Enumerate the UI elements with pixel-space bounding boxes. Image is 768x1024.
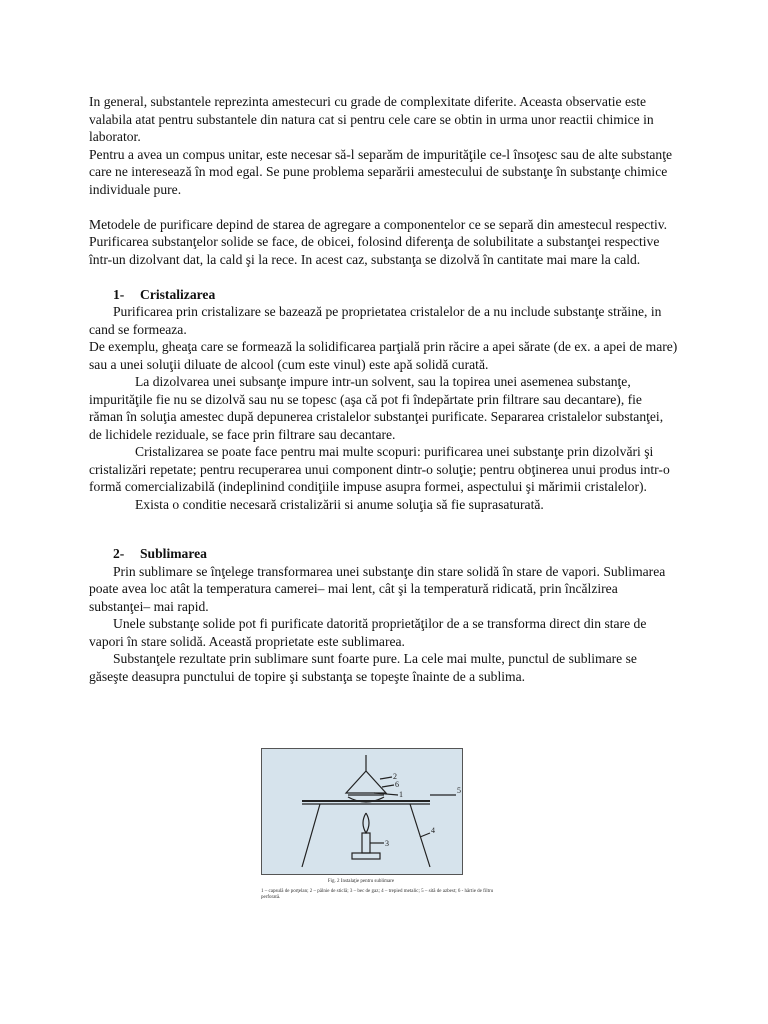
section-2-number: 2- <box>113 546 125 561</box>
apparatus-drawing <box>262 749 462 874</box>
section-1-paragraph-3: La dizolvarea unei subsanţe impure intr-un solvent, sau la topirea unei asemenea substanţe, impurităţile fie nu se dizolvă sau nu se topesc (aşa că pot fi îndepărtate prin filtrare sau decantare), fie răman în soluţia amestec după depunerea cristalelor substanţei purificate. Separarea cristalelor substanţei, de lichidele reziduale, se face prin filtrare sau decantare. <box>89 374 664 442</box>
section-2-heading <box>89 545 679 563</box>
section-2-title: Sublimarea <box>140 546 207 561</box>
section-1-title: Cristalizarea <box>140 286 216 302</box>
label-1: 1 <box>399 790 403 799</box>
section-1-number: 1- <box>113 286 125 302</box>
label-3: 3 <box>385 839 389 848</box>
section-2-paragraph-1: Prin sublimare se înţelege transformarea unei substanţe din stare solidă în stare de vapori. Sublimarea poate avea loc atât la temperatura camerei– mai lent, cât şi la temperatură ridicată, prin încălzirea substanţei– mai rapid. <box>89 563 666 614</box>
section-2-paragraph-3: Substanţele rezultate prin sublimare sunt foarte pure. La cele mai multe, punctul de sublimare se găseşte deasupra punctului de topire şi substanţa se topeşte înainte de a sublima. <box>89 651 637 684</box>
intro-paragraph-3: Metodele de purificare depind de starea de agregare a componentelor ce se separă din amestecul respectiv. Purificarea substanţelor solide se face, de obicei, folosind diferenţa de solubilitate a substanţei respective într-un dizolvant dat, la cald şi la rece. In acest caz, substanţa se dizolvă în cantitate mai mare la cald. <box>89 216 668 267</box>
section-1-paragraph-1: Purificarea prin cristalizare se bazează pe proprietatea cristalelor de a nu include substanţe străine, in cand se formeaza. <box>89 304 662 337</box>
section-1-paragraph-2: De exemplu, gheaţa care se formează la solidificarea parţială prin răcire a apei sărate (de ex. a apei de mare) sau a unei soluţii diluate de alcool (cum este vinul) este apă solidă curată. <box>89 339 678 372</box>
section-1-paragraph-5: Exista o conditie necesară cristalizării si anume soluţia să fie suprasaturată. <box>135 496 544 512</box>
section-1-heading <box>89 286 679 304</box>
label-4: 4 <box>431 826 435 835</box>
intro-paragraph-1: In general, substantele reprezinta amestecuri cu grade de complexitate diferite. Aceasta observatie este valabila atat pentru substantele din natura cat si pentru cele care se obtin in urma unor reactii chimice in laborator. <box>89 94 654 144</box>
label-6: 6 <box>395 780 399 789</box>
label-5: 5 <box>457 786 461 795</box>
intro-paragraph-2: Pentru a avea un compus unitar, este necesar să-l separăm de impurităţile ce-l însoţesc sau de alte substanţe care ne interesează în mod egal. Se pune problema separării amestecului de substanţe în substanţe chimice individuale pure. <box>89 146 673 197</box>
figure-legend: 1 – capsulă de porţelan; 2 – pâlnie de sticlă; 3 – bec de gaz; 4 – trepied metalic; 5 – sită de azbest; 6 - hârtie de filtru perforată. <box>261 888 494 900</box>
document-body <box>89 93 679 685</box>
apparatus-illustration <box>261 748 463 875</box>
label-2: 2 <box>393 772 397 781</box>
section-1-paragraph-4: Cristalizarea se poate face pentru mai multe scopuri: purificarea unei substanţe prin dizolvări şi cristalizări repetate; pentru recuperarea unui component dintr-o soluţie; pentru obţinerea unui produs intr-o formă comercializabilă (indeplinind condiţiile impuse asupra formei, aspectului şi mărimii cristalelor). <box>89 444 670 494</box>
sublimation-apparatus-figure <box>261 748 511 902</box>
section-2-paragraph-2: Unele substanţe solide pot fi purificate datorită proprietăţilor de a se transforma direct din stare de vapori în stare solidă. Această proprietate este sublimarea. <box>89 616 647 649</box>
figure-caption: Fig. 2 Instalaţie pentru sublimare <box>327 879 395 884</box>
